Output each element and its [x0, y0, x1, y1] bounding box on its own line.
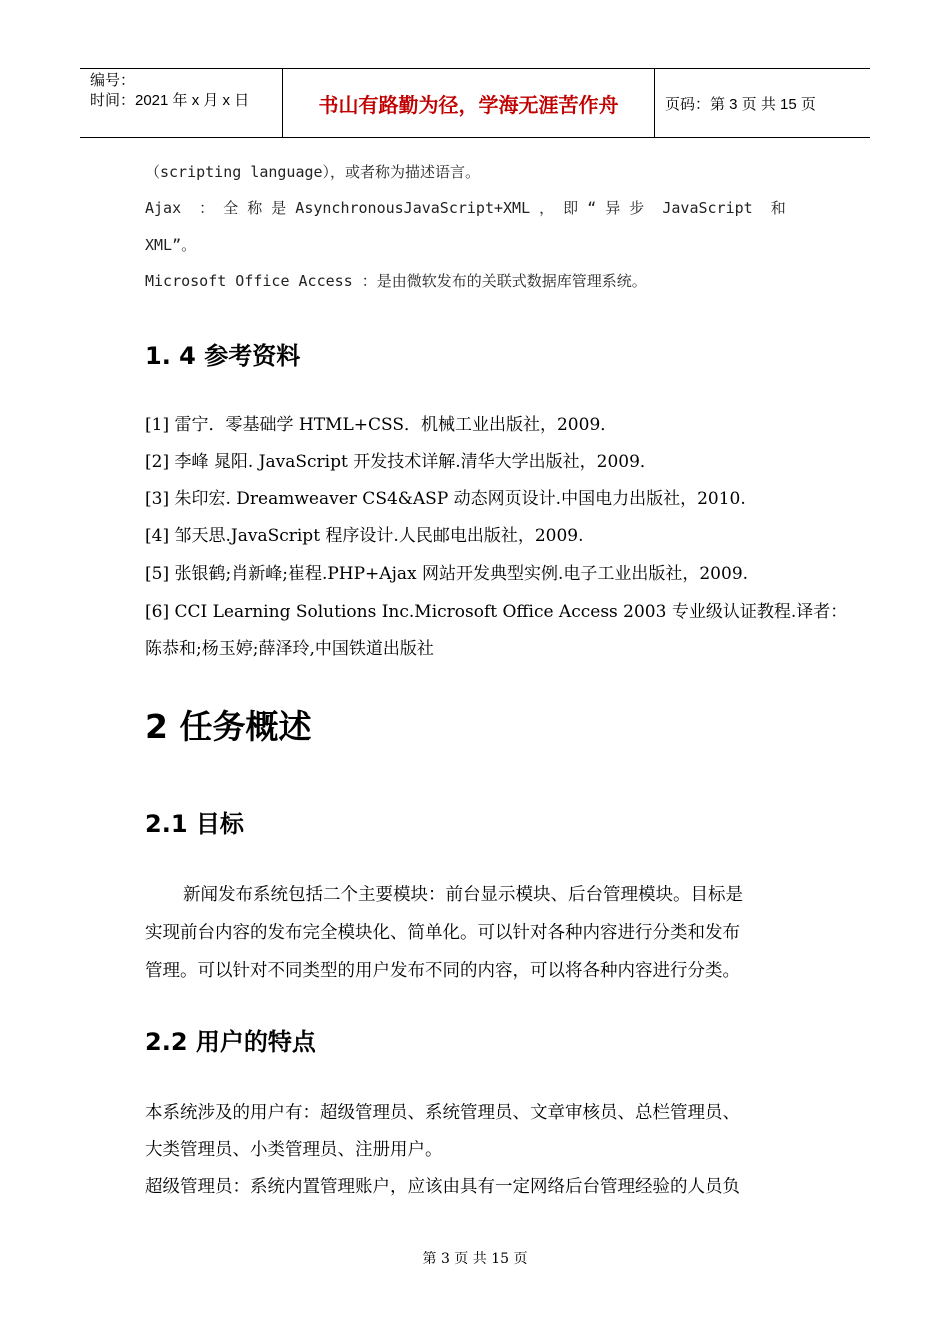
- reference-item: [6] CCI Learning Solutions Inc.Microsoft Office Access 2003 专业级认证教程.译者：: [145, 602, 848, 622]
- section-2-1-line: 实现前台内容的发布完全模块化、简单化。可以针对各种内容进行分类和发布: [145, 923, 740, 943]
- header-meta: [80, 69, 282, 137]
- glossary-ajax-line1: Ajax ： 全 称 是 AsynchronousJavaScript+XML ， 即 “ 异 步 JavaScript 和: [145, 199, 786, 217]
- chapter-2-title: 2 任务概述: [145, 707, 312, 746]
- section-1-4-title: 1. 4 参考资料: [145, 342, 301, 370]
- section-2-1-line: 新闻发布系统包括二个主要模块：前台显示模块、后台管理模块。目标是: [183, 885, 743, 905]
- reference-item-continued: 陈恭和;杨玉婷;薛泽玲,中国铁道出版社: [145, 639, 434, 659]
- page-footer: 第 3 页 共 15 页: [422, 1251, 528, 1267]
- glossary-ajax-line2: XML”。: [145, 236, 197, 254]
- section-2-1-title: 2.1 目标: [145, 810, 244, 838]
- date-label: 时间：2021 年 x 月 x 日: [90, 92, 250, 109]
- header-motto: 书山有路勤为径，学海无涯苦作舟: [282, 69, 655, 137]
- reference-item: [4] 邹天思.JavaScript 程序设计.人民邮电出版社，2009.: [145, 526, 584, 546]
- reference-item: [3] 朱印宏. Dreamweaver CS4&ASP 动态网页设计.中国电力出版社，2010.: [145, 489, 746, 509]
- header-page-info: 页码：第 3 页 共 15 页: [665, 95, 816, 113]
- section-2-2-title: 2.2 用户的特点: [145, 1028, 316, 1056]
- reference-item: [1] 雷宁．零基础学 HTML+CSS．机械工业出版社，2009．: [145, 415, 618, 435]
- section-2-1-line: 管理。可以针对不同类型的用户发布不同的内容，可以将各种内容进行分类。: [145, 961, 740, 981]
- glossary-line-scripting: （scripting language），或者称为描述语言。: [145, 163, 481, 181]
- reference-item: [2] 李峰 晁阳. JavaScript 开发技术详解.清华大学出版社，2009．: [145, 452, 657, 472]
- glossary-access-line: Microsoft Office Access ：是由微软发布的关联式数据库管理系统。: [145, 272, 647, 290]
- doc-number-label: 编号：: [90, 72, 136, 89]
- page-header: [80, 68, 870, 138]
- reference-item: [5] 张银鹤;肖新峰;崔程.PHP+Ajax 网站开发典型实例.电子工业出版社，2009.: [145, 564, 749, 584]
- section-2-2-line: 超级管理员：系统内置管理账户，应该由具有一定网络后台管理经验的人员负: [145, 1177, 740, 1197]
- section-2-2-line: 大类管理员、小类管理员、注册用户。: [145, 1140, 443, 1160]
- section-2-2-line: 本系统涉及的用户有：超级管理员、系统管理员、文章审核员、总栏管理员、: [145, 1103, 740, 1123]
